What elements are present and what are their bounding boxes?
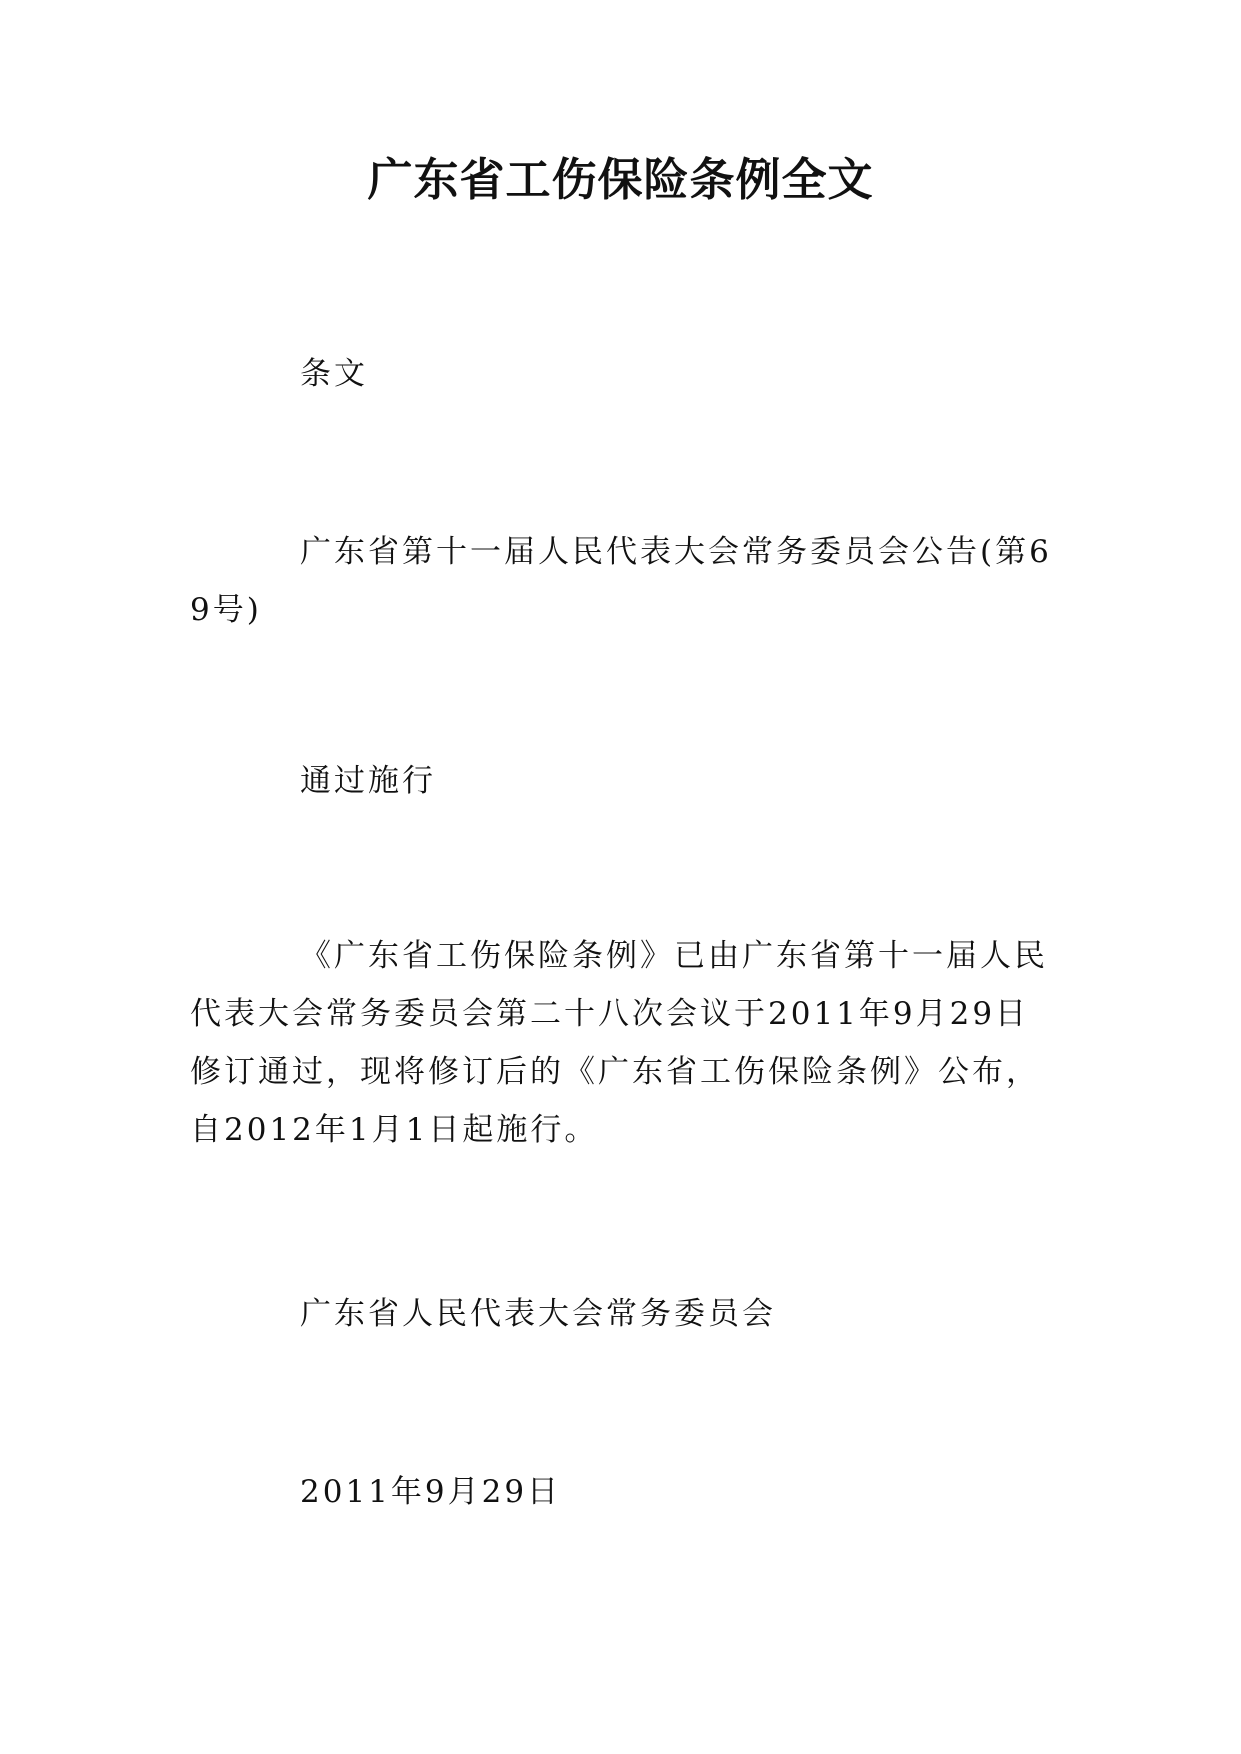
document-title: 广东省工伤保险条例全文 bbox=[367, 153, 874, 206]
issuing-authority: 广东省人民代表大会常务委员会 bbox=[300, 1296, 776, 1332]
body-paragraph: 《广东省工伤保险条例》已由广东省第十一届人民代表大会常务委员会第二十八次会议于2011年9月29日修订通过，现将修订后的《广东省工伤保险条例》公布，自2012年1月1日起施行。 bbox=[190, 938, 1048, 1148]
section-heading-articles: 条文 bbox=[300, 356, 368, 392]
section-heading-adoption: 通过施行 bbox=[300, 763, 436, 799]
announcement-line: 广东省第十一届人民代表大会常务委员会公告(第69号) bbox=[190, 534, 1052, 628]
issue-date: 2011年9月29日 bbox=[300, 1474, 562, 1510]
